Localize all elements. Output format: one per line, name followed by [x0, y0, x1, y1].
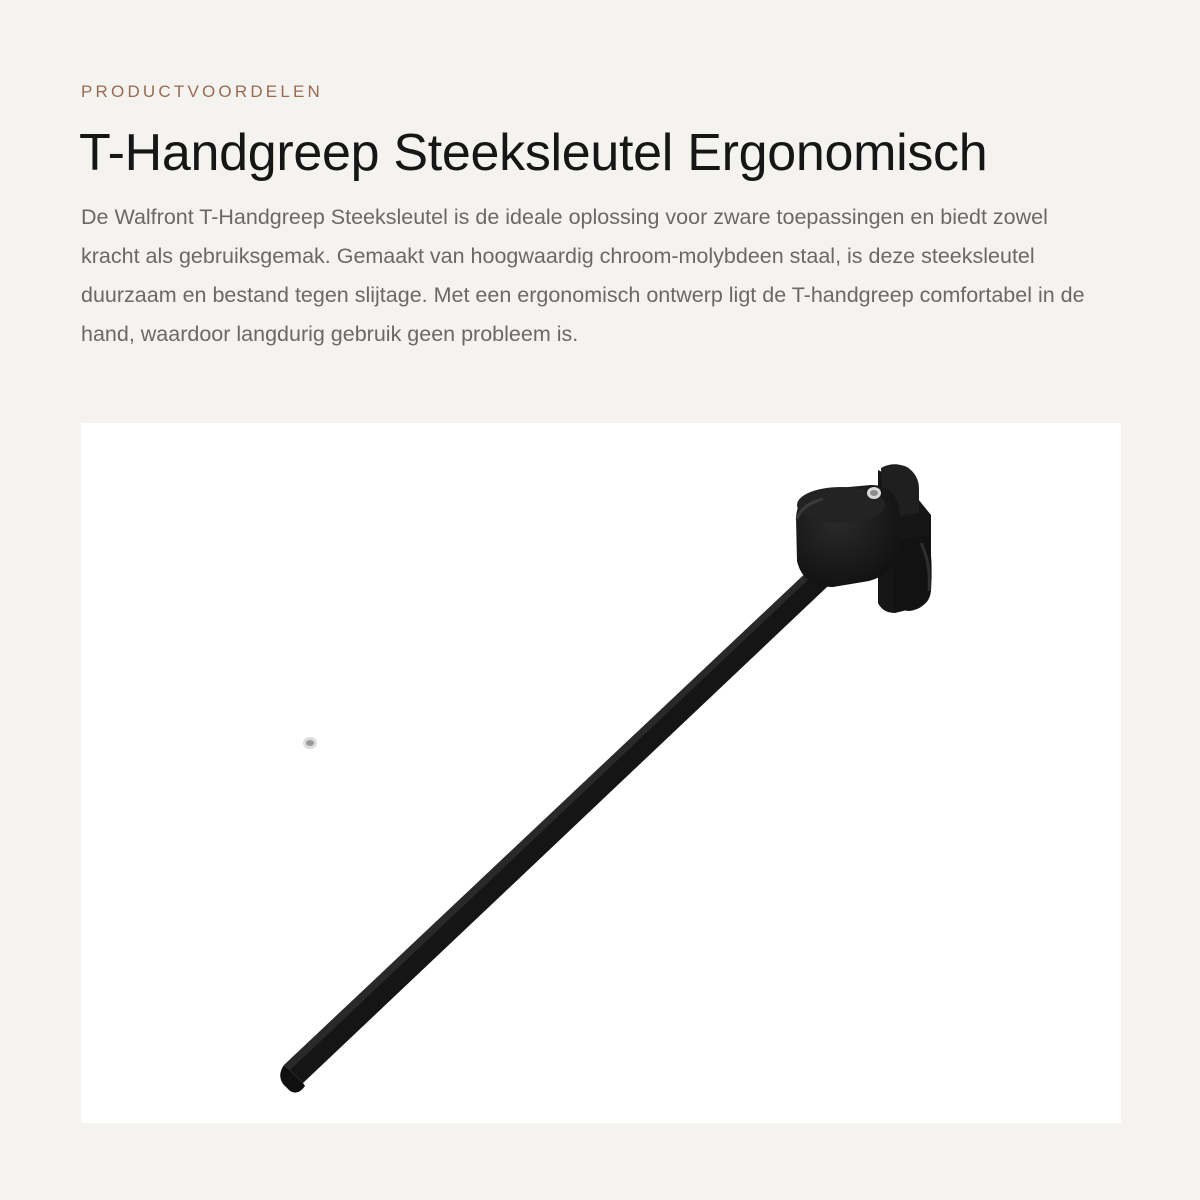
wrench-head: [796, 485, 901, 587]
product-description: De Walfront T-Handgreep Steeksleutel is de ideale oplossing voor zware toepassingen en biedt zowel kracht als gebruiksgemak. Gemaakt van hoogwaardig chroom-molybdeen staal, is deze steeksleutel duurzaam en bestand tegen slijtage. Met een ergonomisch ontwerp ligt de T-handgreep comfortabel in de hand, waardoor langdurig gebruik geen probleem is.: [81, 205, 1085, 346]
product-image: [81, 423, 1121, 1123]
t-handle-wrench-icon: [81, 423, 1121, 1123]
wrench-shaft: [269, 521, 851, 1093]
product-title: T-Handgreep Steeksleutel Ergonomisch: [79, 124, 988, 182]
section-eyebrow: PRODUCTVOORDELEN: [81, 82, 324, 101]
